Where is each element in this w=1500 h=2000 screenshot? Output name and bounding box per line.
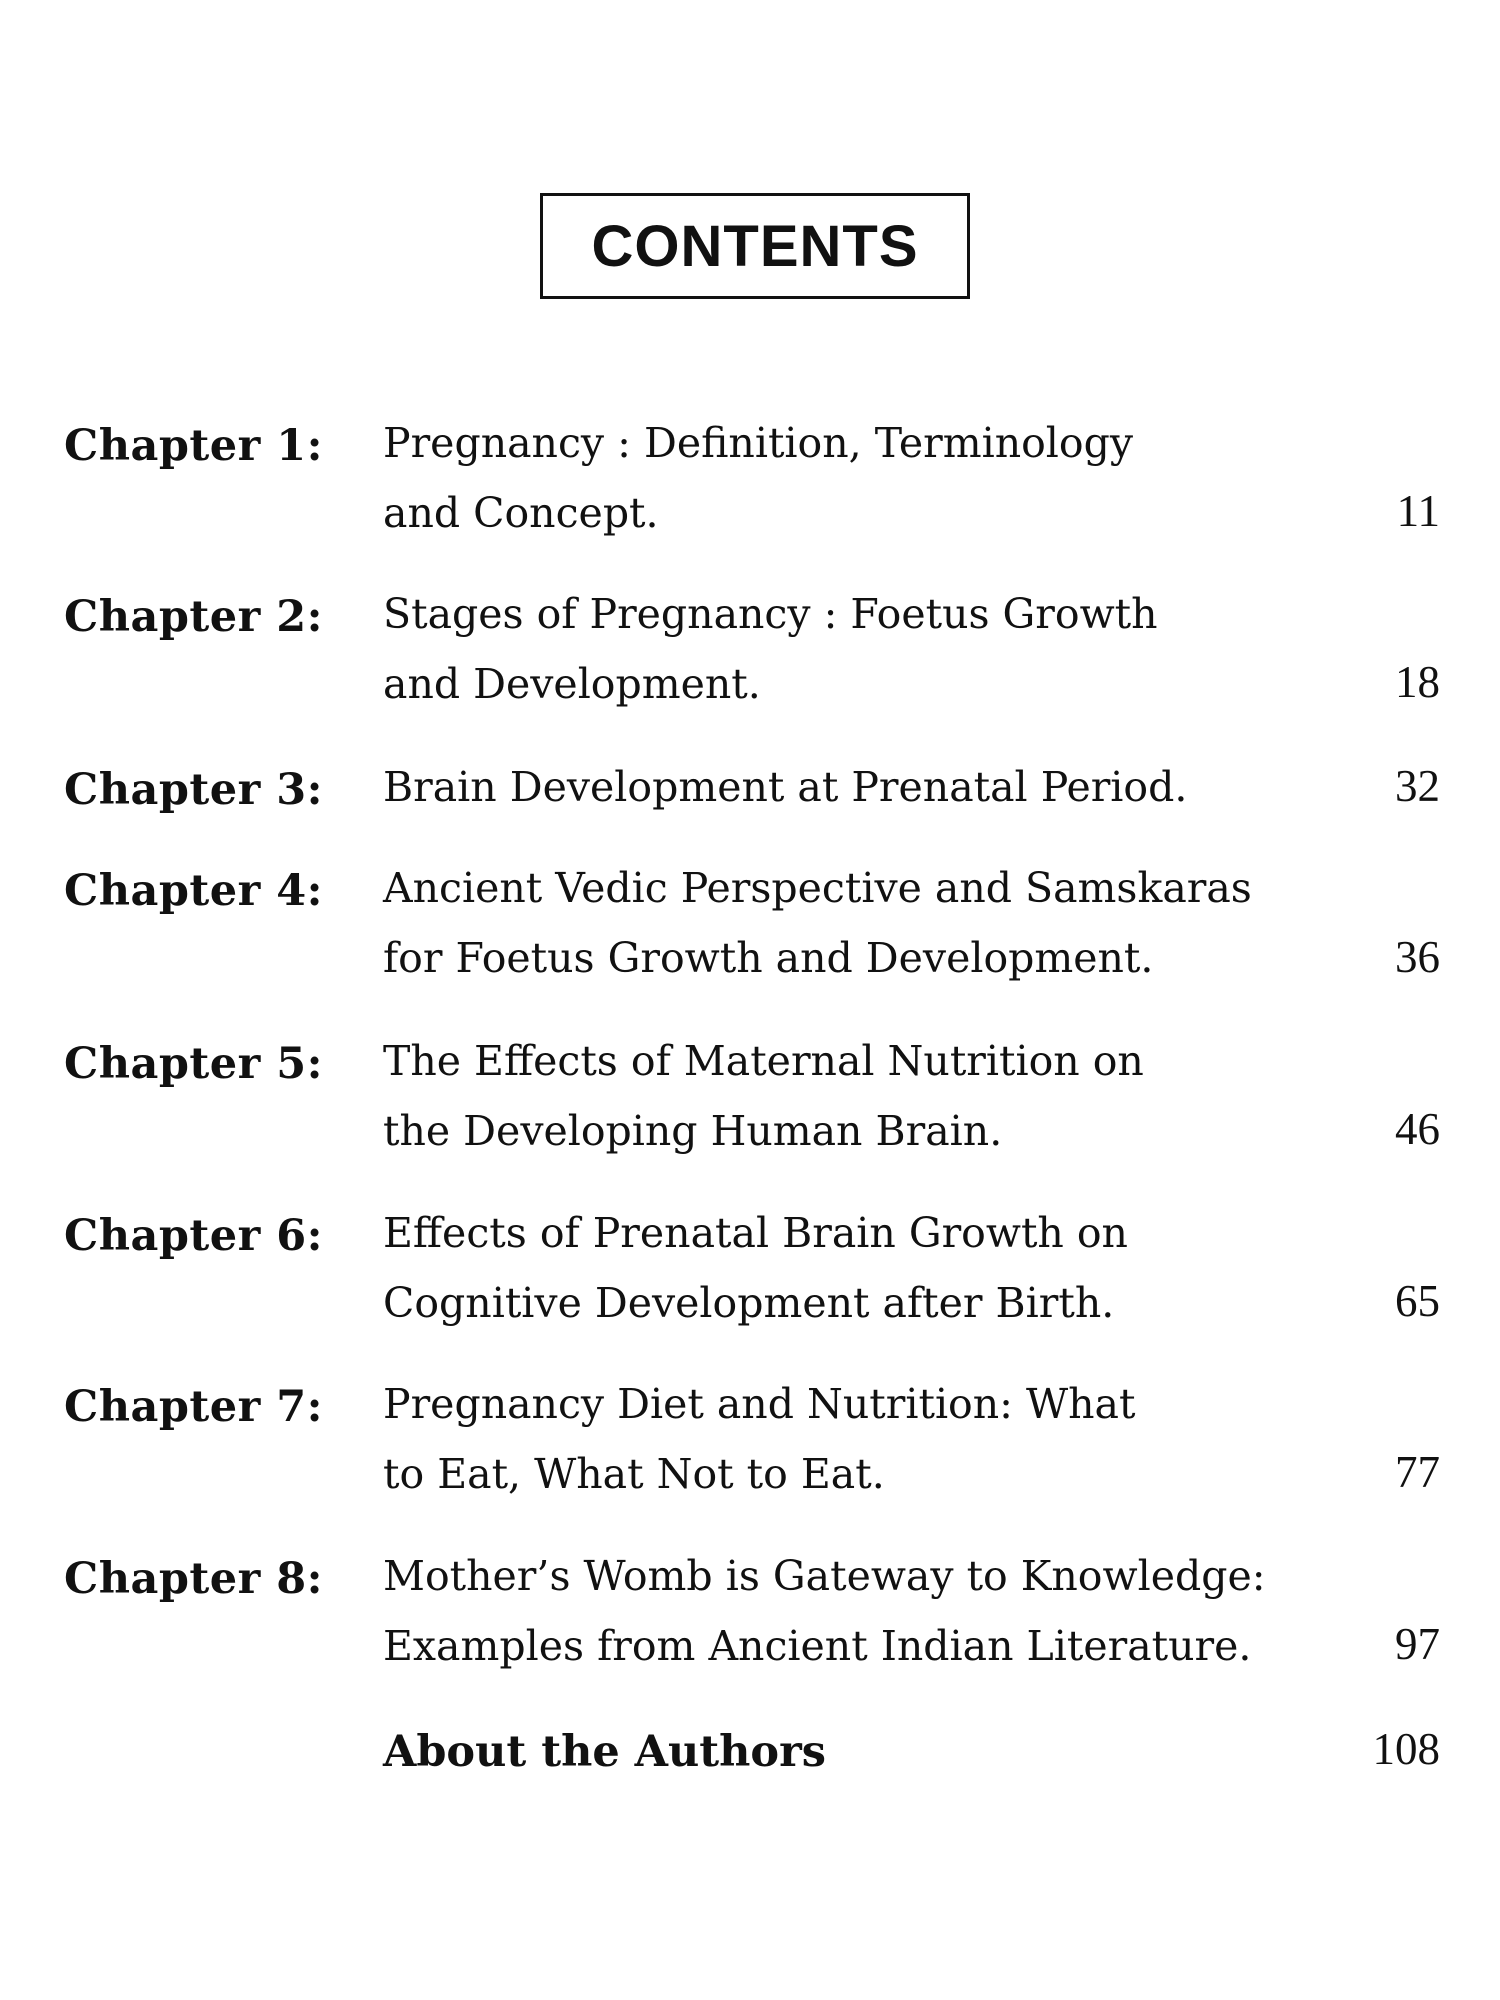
chapter-3-title-line-1: Brain Development at Prenatal Period. [383,763,1188,811]
about-authors-label: About the Authors [383,1727,826,1777]
chapter-6-label: Chapter 6: [64,1211,324,1261]
chapter-5-title-line-2: the Developing Human Brain. [383,1107,1003,1155]
chapter-1-title-line-2: and Concept. [383,489,659,537]
chapter-7-page-number: 77 [1395,1447,1440,1497]
chapter-6-title-line-1: Effects of Prenatal Brain Growth on [383,1209,1128,1257]
chapter-2-label: Chapter 2: [64,592,324,642]
chapter-5-title-line-1: The Effects of Maternal Nutrition on [383,1037,1144,1085]
chapter-5-label: Chapter 5: [64,1039,324,1089]
chapter-4-title-line-2: for Foetus Growth and Development. [383,934,1154,982]
chapter-6-page-number: 65 [1395,1276,1440,1326]
chapter-7-title-line-1: Pregnancy Diet and Nutrition: What [383,1380,1136,1428]
chapter-8-label: Chapter 8: [64,1554,324,1604]
chapter-7-title-line-2: to Eat, What Not to Eat. [383,1450,885,1498]
chapter-4-page-number: 36 [1395,932,1440,982]
chapter-5-page-number: 46 [1395,1104,1440,1154]
chapter-3-label: Chapter 3: [64,765,324,815]
chapter-8-page-number: 97 [1395,1619,1440,1669]
chapter-6-title-line-2: Cognitive Development after Birth. [383,1279,1115,1327]
chapter-2-page-number: 18 [1395,657,1440,707]
chapter-1-label: Chapter 1: [64,421,324,471]
chapter-1-page-number: 11 [1396,486,1440,536]
chapter-8-title-line-1: Mother’s Womb is Gateway to Knowledge: [383,1552,1266,1600]
chapter-4-title-line-1: Ancient Vedic Perspective and Samskaras [383,864,1252,912]
chapter-2-title-line-2: and Development. [383,660,761,708]
chapter-8-title-line-2: Examples from Ancient Indian Literature. [383,1622,1252,1670]
chapter-3-page-number: 32 [1395,761,1440,811]
chapter-1-title-line-1: Pregnancy : Definition, Terminology [383,419,1134,467]
chapter-4-label: Chapter 4: [64,866,324,916]
contents-title-box [540,193,970,299]
chapter-2-title-line-1: Stages of Pregnancy : Foetus Growth [383,590,1158,638]
chapter-7-label: Chapter 7: [64,1382,324,1432]
about-authors-page-number: 108 [1372,1724,1440,1774]
contents-title: CONTENTS [591,213,919,279]
